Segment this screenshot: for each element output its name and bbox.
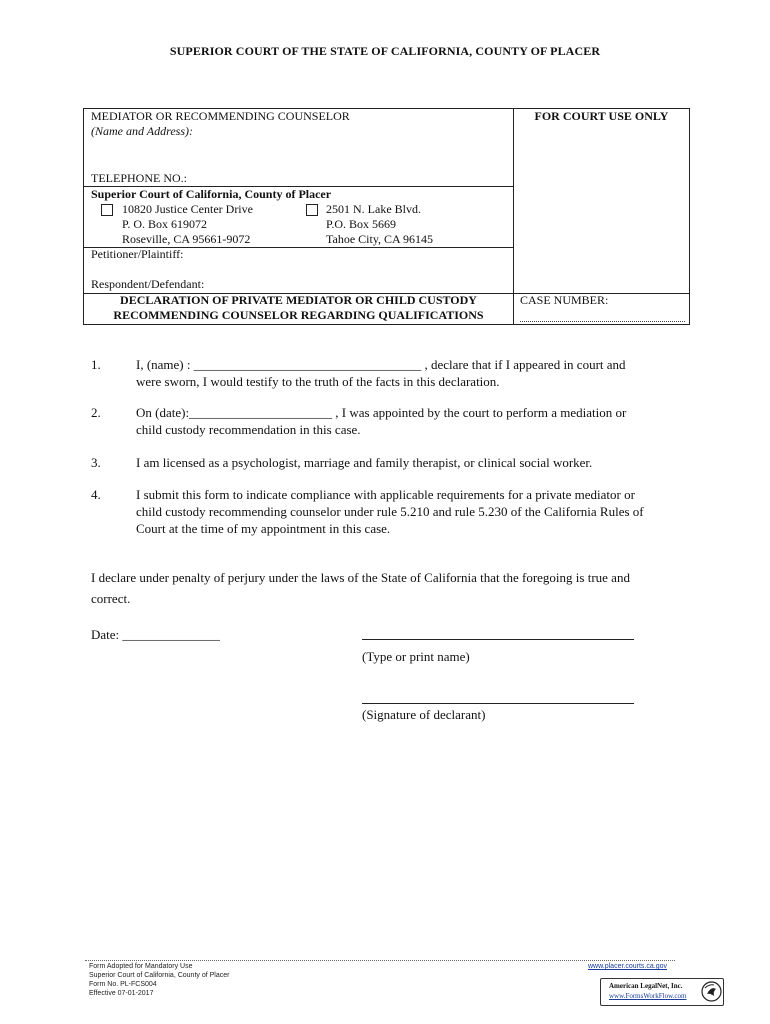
declaration-line2: correct. bbox=[91, 591, 131, 606]
footer-adopted: Form Adopted for Mandatory Use bbox=[89, 963, 193, 970]
court-name: Superior Court of California, County of Placer bbox=[91, 187, 332, 201]
location-roseville-line2: P. O. Box 619072 bbox=[122, 217, 208, 231]
item-4-line1: I submit this form to indicate compliance with applicable requirements for a private mediator or bbox=[136, 487, 635, 502]
signature-line[interactable] bbox=[362, 703, 634, 704]
case-number-label: CASE NUMBER: bbox=[520, 293, 609, 307]
signature-label: (Signature of declarant) bbox=[362, 707, 486, 722]
location-roseville-checkbox[interactable] bbox=[101, 204, 113, 216]
name-address-label: (Name and Address): bbox=[91, 124, 193, 138]
item-2-line2: child custody recommendation in this case. bbox=[136, 422, 361, 437]
location-tahoe-line1: 2501 N. Lake Blvd. bbox=[326, 202, 421, 216]
telephone-label: TELEPHONE NO.: bbox=[91, 171, 187, 185]
print-name-line[interactable] bbox=[362, 639, 634, 640]
court-use-label: FOR COURT USE ONLY bbox=[534, 109, 669, 123]
form-title-line2: RECOMMENDING COUNSELOR REGARDING QUALIFICATIONS bbox=[113, 308, 484, 322]
item-4-line3: Court at the time of my appointment in this case. bbox=[136, 521, 391, 536]
item-2-line1: On (date):______________________ , I was appointed by the court to perform a mediation or bbox=[136, 405, 627, 420]
location-roseville-line3: Roseville, CA 95661-9072 bbox=[122, 232, 251, 246]
item-3-line1: I am licensed as a psychologist, marriage and family therapist, or clinical social worker. bbox=[136, 455, 593, 470]
form-title-line1: DECLARATION OF PRIVATE MEDIATOR OR CHILD CUSTODY bbox=[120, 293, 477, 307]
footer-effective: Effective 07-01-2017 bbox=[89, 990, 154, 997]
date-field[interactable]: Date: _______________ bbox=[91, 627, 220, 642]
item-1-number: 1. bbox=[91, 357, 101, 372]
location-roseville-line1: 10820 Justice Center Drive bbox=[122, 202, 253, 216]
case-number-field[interactable] bbox=[520, 321, 685, 322]
publisher-badge bbox=[600, 978, 724, 1006]
publisher-name: American LegalNet, Inc. bbox=[609, 982, 683, 990]
footer-divider bbox=[85, 960, 675, 962]
publisher-link[interactable]: www.FormsWorkFlow.com bbox=[609, 992, 687, 1000]
location-tahoe-checkbox[interactable] bbox=[306, 204, 318, 216]
declaration-line1: I declare under penalty of perjury under the laws of the State of California that the foregoing is true and bbox=[91, 570, 630, 585]
footer-form-no: Form No. PL-FCS004 bbox=[89, 981, 157, 988]
item-4-number: 4. bbox=[91, 487, 101, 502]
court-header: SUPERIOR COURT OF THE STATE OF CALIFORNIA, COUNTY OF PLACER bbox=[169, 44, 601, 58]
item-3-number: 3. bbox=[91, 455, 101, 470]
footer-court: Superior Court of California, County of Placer bbox=[89, 972, 230, 979]
print-name-label: (Type or print name) bbox=[362, 649, 470, 664]
location-tahoe-line3: Tahoe City, CA 96145 bbox=[326, 232, 434, 246]
mediator-label: MEDIATOR OR RECOMMENDING COUNSELOR bbox=[91, 109, 350, 123]
respondent-label: Respondent/Defendant: bbox=[91, 277, 205, 291]
location-tahoe-line2: P.O. Box 5669 bbox=[326, 217, 397, 231]
item-1-line2: were sworn, I would testify to the truth of the facts in this declaration. bbox=[136, 374, 500, 389]
item-2-number: 2. bbox=[91, 405, 101, 420]
petitioner-label: Petitioner/Plaintiff: bbox=[91, 247, 184, 261]
item-4-line2: child custody recommending counselor under rule 5.210 and rule 5.230 of the California Rules of bbox=[136, 504, 644, 519]
publisher-logo-icon bbox=[701, 980, 722, 1003]
footer-website-link[interactable]: www.placer.courts.ca.gov bbox=[588, 963, 667, 970]
item-1-line1: I, (name) : ___________________________________ , declare that if I appeared in court and bbox=[136, 357, 626, 372]
